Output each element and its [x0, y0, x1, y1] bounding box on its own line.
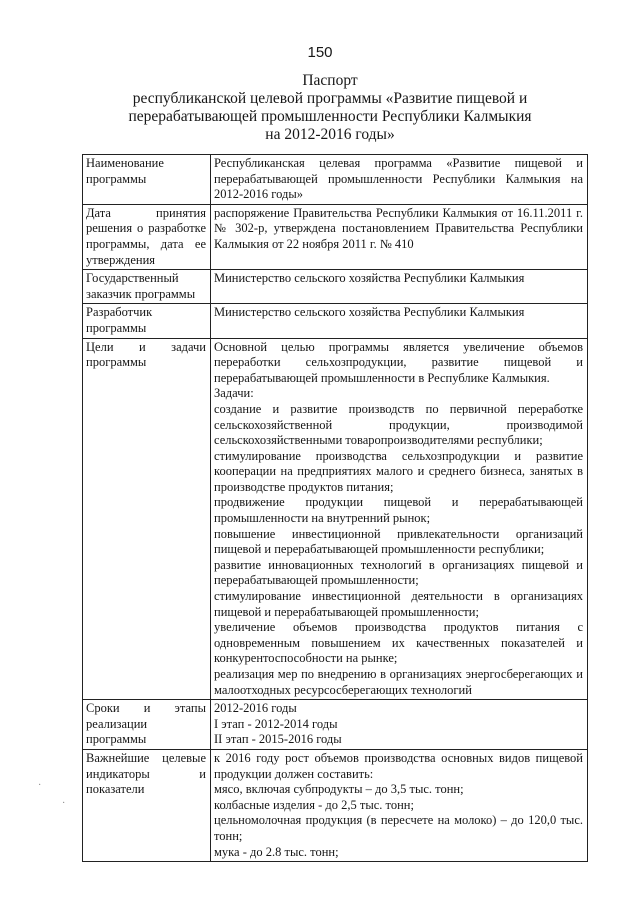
table-row: [83, 155, 588, 205]
value-paragraph: развитие инновационных технологий в организациях пищевой и перерабатывающей промышленности;: [214, 557, 583, 588]
row-label: Наименование программы: [83, 155, 211, 205]
value-paragraph: реализация мер по внедрению в организациях энергосберегающих и малоотходных ресурсосберегающих технологий: [214, 667, 583, 697]
value-paragraph: увеличение объемов производства продуктов питания с одновременным повышением их качественных показателей и конкурентоспособности на рынке;: [214, 620, 583, 666]
page-number: 150: [307, 44, 333, 61]
title-line: перерабатывающей промышленности Республики Калмыкия: [128, 108, 532, 125]
row-label: Разработчик программы: [83, 304, 211, 338]
row-label: Важнейшие целевые индикаторы и показатели: [83, 749, 211, 861]
table-row: [83, 338, 588, 700]
scan-speck: ·: [38, 780, 42, 791]
title-line: республиканской целевой программы «Развитие пищевой и: [132, 90, 528, 107]
passport-table: [82, 154, 588, 862]
table-row: [83, 749, 588, 861]
row-value: Министерство сельского хозяйства Республики Калмыкия: [211, 304, 588, 338]
value-paragraph: 2012-2016 годы: [214, 701, 297, 716]
value-paragraph: колбасные изделия - до 2,5 тыс. тонн;: [214, 797, 414, 812]
row-value: [211, 338, 588, 700]
row-value: [211, 749, 588, 861]
table-row: [83, 204, 588, 269]
row-value: [211, 700, 588, 750]
value-paragraph: мука - до 2.8 тыс. тонн;: [214, 844, 339, 859]
value-paragraph: I этап - 2012-2014 годы: [214, 716, 338, 731]
row-value: Республиканская целевая программа «Развитие пищевой и перерабатывающей промышленности Республики Калмыкия на 2012-2016 годы»: [211, 155, 588, 205]
value-paragraph: повышение инвестиционной привлекательности организаций пищевой и перерабатывающей промышленности республики;: [214, 526, 583, 557]
value-paragraph: создание и развитие производств по первичной переработке сельскохозяйственной продукции, производимой сельскохозяйственными товаропроизводителями республики;: [214, 401, 583, 448]
row-value: распоряжение Правительства Республики Калмыкия от 16.11.2011 г. № 302-р, утверждена постановлением Правительства Республики Калмыкия от 22 ноября 2011 г. № 410: [211, 204, 588, 269]
value-paragraph: Основной целью программы является увеличение объемов переработки сельхозпродукции, развитие пищевой и перерабатывающей промышленности в Республике Калмыкия.: [214, 339, 583, 385]
value-paragraph: мясо, включая субпродукты – до 3,5 тыс. тонн;: [214, 782, 464, 797]
document-title: [80, 72, 580, 144]
table-row: [83, 700, 588, 750]
value-paragraph: стимулирование инвестиционной деятельности в организациях пищевой и перерабатывающей промышленности;: [214, 589, 583, 619]
row-value: Министерство сельского хозяйства Республики Калмыкия: [211, 270, 588, 304]
row-label: Государственный заказчик программы: [83, 270, 211, 304]
value-paragraph: II этап - 2015-2016 годы: [214, 732, 342, 747]
value-paragraph: цельномолочная продукция (в пересчете на молоко) – до 120,0 тыс. тонн;: [214, 813, 583, 843]
table-row: [83, 270, 588, 304]
table-row: [83, 304, 588, 338]
row-label: Цели и задачи программы: [83, 338, 211, 700]
scan-speck: ·: [62, 798, 66, 809]
title-line: на 2012-2016 годы»: [265, 126, 395, 143]
value-paragraph: продвижение продукции пищевой и перерабатывающей промышленности на внутренний рынок;: [214, 495, 583, 526]
value-paragraph: Задачи:: [214, 386, 254, 401]
title-line: Паспорт: [302, 72, 358, 89]
row-label: Сроки и этапы реализации программы: [83, 700, 211, 750]
value-paragraph: стимулирование производства сельхозпродукции и развитие кооперации на предприятиях малого и среднего бизнеса, занятых в производстве продуктов питания;: [214, 448, 583, 494]
row-label: Дата принятия решения о разработке программы, дата ее утверждения: [83, 204, 211, 269]
value-paragraph: к 2016 году рост объемов производства основных видов пищевой продукции должен составить:: [214, 750, 583, 781]
